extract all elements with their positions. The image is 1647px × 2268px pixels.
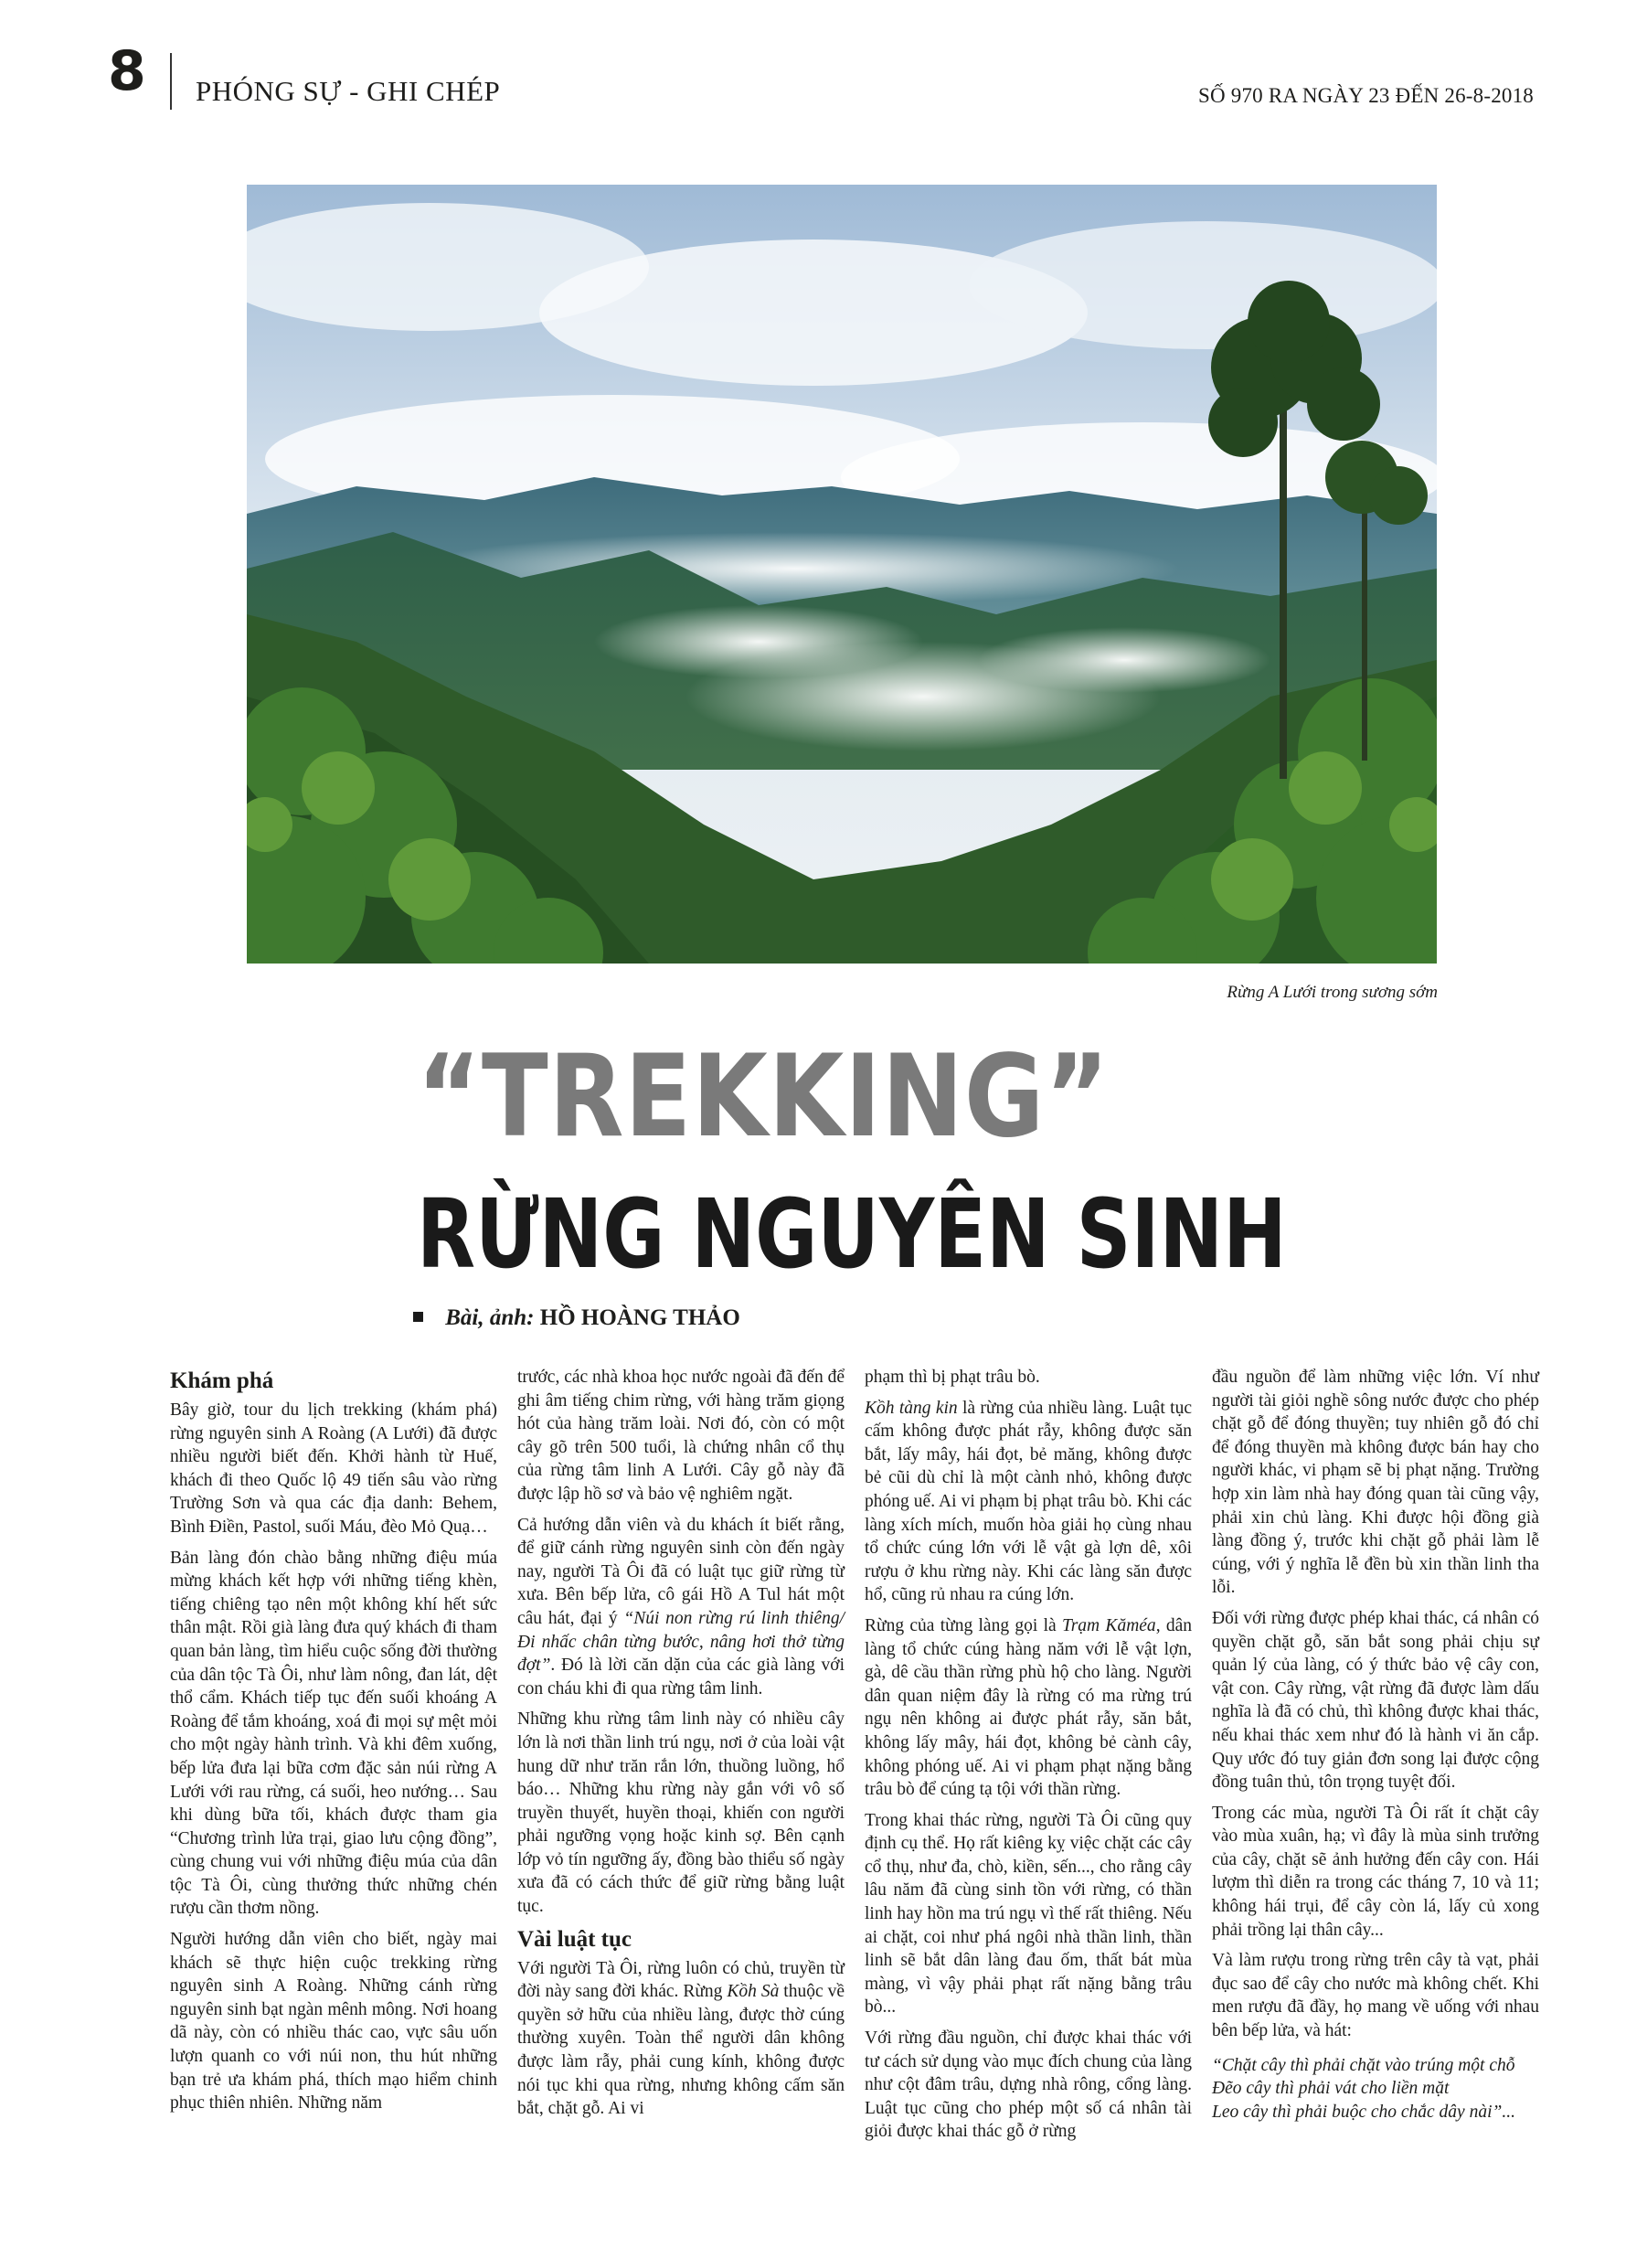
byline-label: Bài, ảnh: [445,1305,535,1330]
article-column-2 [517,1366,845,2128]
byline-author: HỒ HOÀNG THẢO [539,1305,740,1330]
forest-name: Trạm Kăméa [1061,1615,1156,1635]
text-run: . Đó là lời căn dặn của các già làng với con cháu khi đi qua rừng tâm linh. [517,1656,845,1698]
text-run: , dân làng tổ chức cúng hàng năm với lễ vật lợn, gà, dê cầu thần rừng phù hộ cho làng. Người dân quan niệm đây là rừng có ma rừng trú ngụ nên không ai được phát rẫy, săn bắt, không lấy mây, hái đọt, không bẻ cành cây, không phóng uế. Ai vi phạm phạt nặng bằng trâu bò để cúng tạ tội với thần rừng. [865,1615,1193,1800]
paragraph: trước, các nhà khoa học nước ngoài đã đến để ghi âm tiếng chim rừng, với hàng trăm giọng hót của hàng trăm loài. Nơi đó, còn có một cây gõ trên 500 tuổi, là chứng nhân cổ thụ của rừng tâm linh A Lưới. Cây gỗ này đã được lập hồ sơ và bảo vệ nghiêm ngặt. [517,1368,845,1504]
article-column-1 [170,1368,497,2123]
text-run: Cả hướng dẫn viên và du khách ít biết rằng, để giữ cánh rừng nguyên sinh còn đến ngày nay, người Tà Ôi đã có luật tục giữ rừng từ xưa. Bên bếp lửa, cô gái Hồ A Tul hát một câu hát, đại ý [517,1515,845,1628]
verse-line: Đẽo cây thì phải vát cho liền mặt [1212,2079,1450,2099]
quoted-song: “Núi non rừng rú linh thiêng/Đi nhấc chân từng bước, nâng hơi thở từng đợt” [517,1608,845,1676]
paragraph: Trong khai thác rừng, người Tà Ôi cũng quy định cụ thể. Họ rất kiêng kỵ việc chặt các cây cổ thụ, như đa, chò, kiền, sến..., cho rằng cây lâu năm đã cùng sinh tồn với rừng, có thần linh hay hồn ma trú ngụ vì thế rất thiêng. Nếu ai chặt, coi như phá ngôi nhà thần linh, thần linh sẽ bắt dân làng đau ốm, thất bát mùa màng, vì vậy phải phạt rất nặng bằng trâu bò... [865,1810,1192,2018]
bullet-square-icon [413,1312,423,1322]
paragraph: Bản làng đón chào bằng những điệu múa mừng khách kết hợp với những tiếng khèn, tiếng chiêng tạo nên một không khí hết sức thân mật. Rồi già làng đưa quý khách đi tham quan bản làng, tìm hiểu cuộc sống đời thường của dân tộc Tà Ôi, như làm nông, đan lát, dệt thổ cẩm. Khách tiếp tục đến suối khoáng A Roàng để tắm khoáng, xoá đi mọi sự mệt mỏi cho một ngày hành trình. Và khi đêm xuống, bếp lửa đưa lại bữa cơm đặc sản núi rừng A Lưới với rau rừng, cá suối, heo nướng… Sau khi dùng bữa tối, khách được tham gia “Chương trình lửa trại, giao lưu cộng đồng”, cùng chung vui với những điệu múa của dân tộc Tà Ôi, cùng thưởng thức những chén rượu cần thơm nồng. [170,1548,497,1919]
forest-name: Kồh Sà [727,1982,780,2002]
paragraph: Và làm rượu trong rừng trên cây tà vạt, phải đục sao để cây cho nước mà không chết. Khi men rượu đã đầy, họ mang về uống với nhau bên bếp lửa, và hát: [1212,1951,1539,2041]
forest-photo [247,185,1437,964]
paragraph [865,1397,1192,1607]
paragraph [517,1957,845,2121]
headline-line1: “TREKKING” [417,1031,1110,1163]
paragraph: Với rừng đầu nguồn, chỉ được khai thác với tư cách sử dụng vào mục đích chung của làng như cột đâm trâu, dựng nhà rông, cổng làng. Luật tục cũng cho phép một số cá nhân tài giỏi được khai thác gỗ ở rừng [865,2028,1192,2142]
byline [413,1305,740,1331]
paragraph: Những khu rừng tâm linh này có nhiều cây lớn là nơi thần linh trú ngụ, nơi ở của loài vật hung dữ như trăn rắn lớn, thuồng luồng, hổ báo… Những khu rừng này gắn với vô số truyền thuyết, huyền thoại, khiến con người phải ngưỡng vọng hoặc kinh sợ. Bên cạnh lớp vỏ tín ngưỡng ấy, đồng bào thiểu số ngày xưa đã có cách thức để giữ rừng bằng luật tục. [517,1709,845,1917]
subheading-kham-pha: Khám phá [170,1368,274,1393]
paragraph: đầu nguồn để làm những việc lớn. Ví như người tài giỏi nghề sông nước được cho phép chặt gỗ để đóng thuyền; tuy nhiên gỗ đó chỉ để đóng thuyền mà không được bán hay cho người khác, vi phạm sẽ bị phạt nặng. Trường hợp xin làm nhà hay đóng quan tài cũng vậy, phải xin chủ làng. Khi được hội đồng già làng đồng ý, trước khi chặt gỗ phải làm lễ cúng, với ý nghĩa lễ đền bù xin thần linh tha lỗi. [1212,1368,1539,1598]
photo-caption: Rừng A Lưới trong sương sớm [1227,983,1438,1002]
section-title: PHÓNG SỰ - GHI CHÉP [196,75,501,107]
paragraph: Người hướng dẫn viên cho biết, ngày mai khách sẽ thực hiện cuộc trekking rừng nguyên sinh A Roàng. Những cánh rừng nguyên sinh bạt ngàn mênh mông. Nơi hoang dã này, còn có nhiều thác cao, vực sâu uốn lượn quanh co với núi non, thu hút những bạn trẻ ưa khám phá, thích mạo hiểm chinh phục thiên nhiên. Những năm [170,1930,497,2114]
header-divider [170,53,172,110]
issue-info: SỐ 970 RA NGÀY 23 ĐẾN 26-8-2018 [1198,84,1534,107]
subheading-luat-tuc: Vài luật tục [517,1926,632,1952]
text-run: là rừng của nhiều làng. Luật tục cấm không được phát rẫy, không được săn bắt, lấy mây, hái đọt, bẻ măng, không được bẻ cũi dù chỉ là một cành nhỏ, không được phóng uế. Ai vi phạm bị phạt trâu bò. Khi các làng xích mích, muốn hòa giải họ cùng nhau tổ chức cúng lớn với lễ vật gà lợn dê, xôi rượu ở khu rừng này. Khi các làng săn được hổ, cũng rủ nhau ra cúng lớn. [865,1398,1193,1605]
verse-line: Leo cây thì phải buộc cho chắc dây nài”... [1212,2102,1515,2122]
text-run: Với người Tà Ôi, rừng luôn có chủ, truyền từ đời này sang đời khác. Rừng [517,1958,845,2002]
paragraph [865,1614,1192,1802]
text-run: thuộc về quyền sở hữu của nhiều làng, được thờ cúng thường xuyên. Toàn thể người dân không được làm rẫy, phải cung kính, không được nói tục khi qua rừng, nhưng không cấm săn bắt, chặt gỗ. Ai vi [517,1982,845,2119]
paragraph [517,1514,845,1701]
headline-line2: RỪNG NGUYÊN SINH [417,1178,1287,1290]
page-number: 8 [108,39,146,103]
text-run: Rừng của từng làng gọi là [865,1615,1062,1635]
paragraph: Trong các mùa, người Tà Ôi rất ít chặt cây vào mùa xuân, hạ; vì đây là mùa sinh trưởng của cây, chặt sẽ ảnh hưởng đến cây con. Hái lượm thì diễn ra trong các tháng 7, 10 và 11; không hái trụi, để cây còn lá, lấy củ xong phải trồng lại thân cây... [1212,1803,1539,1940]
verse-line: “Chặt cây thì phải chặt vào trúng một chỗ [1212,2055,1515,2075]
paragraph: Đối với rừng được phép khai thác, cá nhân có quyền chặt gỗ, săn bắt song phải chịu sự quản lý của làng, có ý thức bảo vệ cây con, vật con. Cây rừng, vật rừng đã được làm dấu nghĩa là đã có chủ, thì không được khai thác, nếu khai thác xem như đó là hành vi ăn cắp. Quy ước đó tuy giản đơn song lại được cộng đồng tuân thủ, tôn trọng tuyệt đối. [1212,1608,1539,1793]
paragraph: phạm thì bị phạt trâu bò. [865,1368,1040,1387]
article-column-4 [1212,1366,1539,2131]
paragraph: Bây giờ, tour du lịch trekking (khám phá) rừng nguyên sinh A Roàng (A Lưới) đã được nhiều người biết đến. Khởi hành từ Huế, khách đi theo Quốc lộ 49 tiến sâu vào rừng Trường Sơn và qua các địa danh: Behem, Bình Điền, Pastol, suối Máu, đèo Mỏ Quạ… [170,1400,497,1537]
article-column-3 [865,1366,1192,2151]
forest-name: Kồh tàng kin [865,1398,958,1418]
verse [1212,2054,1539,2124]
